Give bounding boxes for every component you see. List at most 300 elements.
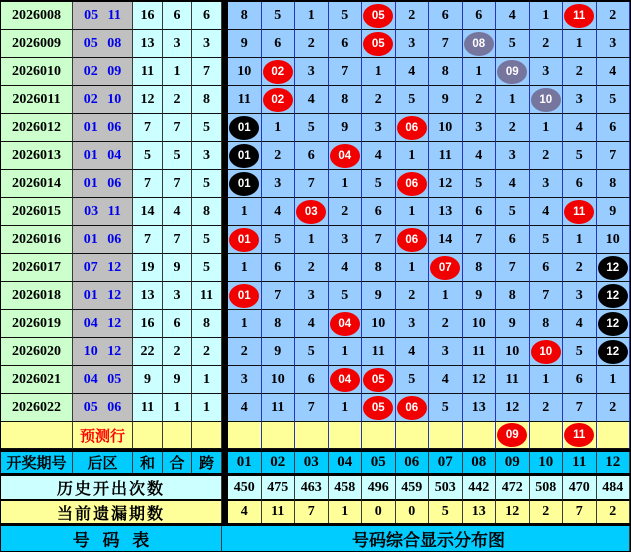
omission-cell-01 xyxy=(228,282,262,310)
cell-value: 2 xyxy=(542,399,550,415)
current-miss-label: 当前遗漏期数 xyxy=(1,501,222,523)
period-cell xyxy=(1,254,73,282)
kua-cell xyxy=(192,282,222,310)
omission-cell-06 xyxy=(396,170,430,198)
omission-cell-09 xyxy=(496,226,530,254)
omission-cell-05 xyxy=(362,142,396,170)
cell-value: 1 xyxy=(542,119,550,135)
kua-value: 8 xyxy=(203,203,210,219)
col-header-he: 合 xyxy=(163,452,192,473)
kua-cell xyxy=(192,30,222,58)
omission-cell-10 xyxy=(530,142,564,170)
back-area-numbers: 01 04 xyxy=(83,147,122,163)
omission-cell-12 xyxy=(597,30,631,58)
sum-value: 13 xyxy=(140,35,155,51)
cell-value: 5 xyxy=(374,175,382,191)
omission-cell-02 xyxy=(262,170,296,198)
cell-value: 11 xyxy=(271,399,285,415)
cell-value: 8 xyxy=(374,259,382,275)
omission-cell-09 xyxy=(496,366,530,394)
sum-value: 14 xyxy=(140,203,155,219)
cell-value: 3 xyxy=(307,63,315,79)
prediction-cell-05 xyxy=(362,422,396,449)
omission-cell-07 xyxy=(429,2,463,30)
draw-rows-section xyxy=(1,2,630,422)
cell-value: 6 xyxy=(575,175,583,191)
kua-cell xyxy=(192,310,222,338)
back-area-cell xyxy=(73,86,133,114)
prediction-period-cell xyxy=(1,422,73,449)
cell-value: 7 xyxy=(542,287,550,303)
sum-cell xyxy=(133,366,163,394)
cell-value: 11 xyxy=(505,371,519,387)
history-count-value: 496 xyxy=(362,476,396,501)
omission-cell-06 xyxy=(396,198,430,226)
back-area-numbers: 01 06 xyxy=(83,119,122,135)
omission-cell-01 xyxy=(228,2,262,30)
back-area-numbers: 02 09 xyxy=(83,63,122,79)
cell-value: 5 xyxy=(341,287,349,303)
cell-value: 5 xyxy=(542,231,550,247)
cell-value: 4 xyxy=(307,315,315,331)
table-row xyxy=(1,2,630,30)
cell-value: 1 xyxy=(341,399,349,415)
back-area-numbers: 05 06 xyxy=(83,399,122,415)
period-cell xyxy=(1,170,73,198)
cell-value: 7 xyxy=(307,399,315,415)
omission-cell-08 xyxy=(463,254,497,282)
cell-value: 5 xyxy=(508,35,516,51)
cell-value: 9 xyxy=(274,343,282,359)
omission-cell-08 xyxy=(463,338,497,366)
kua-cell xyxy=(192,170,222,198)
omission-cell-11 xyxy=(563,226,597,254)
cell-value: 05 xyxy=(363,396,393,420)
cell-value: 02 xyxy=(263,88,293,112)
table-row xyxy=(1,198,630,226)
prediction-sum-cell xyxy=(133,422,163,449)
omission-cell-03 xyxy=(295,338,329,366)
sum-value: 22 xyxy=(140,343,155,359)
kua-cell xyxy=(192,2,222,30)
kua-value: 5 xyxy=(203,175,210,191)
prediction-he-cell xyxy=(163,422,192,449)
sum-cell xyxy=(133,170,163,198)
omission-cell-12 xyxy=(597,2,631,30)
cell-value: 6 xyxy=(441,7,449,23)
cell-value: 2 xyxy=(441,315,449,331)
omission-cell-09 xyxy=(496,114,530,142)
omission-cell-12 xyxy=(597,58,631,86)
col-header-period: 开奖期号 xyxy=(1,452,73,473)
omission-cell-06 xyxy=(396,226,430,254)
omission-cell-04 xyxy=(329,254,363,282)
sum-value: 7 xyxy=(144,175,151,191)
table-row xyxy=(1,338,630,366)
cell-value: 7 xyxy=(374,231,382,247)
number-col-header: 04 xyxy=(329,452,363,473)
omission-cell-02 xyxy=(262,2,296,30)
table-row xyxy=(1,254,630,282)
he-cell xyxy=(163,170,192,198)
cell-value: 4 xyxy=(609,63,617,79)
cell-value: 3 xyxy=(609,35,617,51)
omission-cell-09 xyxy=(496,254,530,282)
cell-value: 4 xyxy=(508,175,516,191)
prediction-cell-06 xyxy=(396,422,430,449)
cell-value: 01 xyxy=(229,172,259,196)
history-count-value: 503 xyxy=(429,476,463,501)
omission-cell-04 xyxy=(329,282,363,310)
history-count-row xyxy=(1,476,630,501)
table-row xyxy=(1,310,630,338)
cell-value: 11 xyxy=(438,147,452,163)
chart-title: 号码综合显示分布图 xyxy=(228,526,630,551)
prediction-cell-08 xyxy=(463,422,497,449)
kua-value: 2 xyxy=(203,343,210,359)
kua-value: 8 xyxy=(203,91,210,107)
back-area-cell xyxy=(73,114,133,142)
cell-value: 7 xyxy=(575,399,583,415)
omission-cell-01 xyxy=(228,254,262,282)
cell-value: 5 xyxy=(341,7,349,23)
history-count-value: 458 xyxy=(329,476,363,501)
omission-cell-07 xyxy=(429,30,463,58)
cell-value: 01 xyxy=(229,144,259,168)
history-count-value: 472 xyxy=(496,476,530,501)
period-cell xyxy=(1,142,73,170)
he-cell xyxy=(163,2,192,30)
cell-value: 5 xyxy=(575,147,583,163)
omission-cell-06 xyxy=(396,310,430,338)
kua-cell xyxy=(192,198,222,226)
history-count-value: 450 xyxy=(228,476,262,501)
cell-value: 10 xyxy=(471,315,486,331)
omission-cell-05 xyxy=(362,2,396,30)
cell-value: 4 xyxy=(575,119,583,135)
omission-cell-09 xyxy=(496,142,530,170)
period-text: 2026019 xyxy=(12,315,61,331)
current-miss-value: 7 xyxy=(563,501,597,523)
cell-value: 6 xyxy=(274,259,282,275)
kua-value: 5 xyxy=(203,231,210,247)
omission-cell-05 xyxy=(362,366,396,394)
back-area-numbers: 01 06 xyxy=(83,175,122,191)
cell-value: 7 xyxy=(441,35,449,51)
omission-cell-10 xyxy=(530,114,564,142)
omission-cell-04 xyxy=(329,142,363,170)
omission-cell-03 xyxy=(295,226,329,254)
cell-value: 11 xyxy=(472,343,486,359)
cell-value: 9 xyxy=(609,203,617,219)
omission-cell-03 xyxy=(295,30,329,58)
omission-cell-08 xyxy=(463,310,497,338)
prediction-row xyxy=(1,422,630,449)
omission-cell-10 xyxy=(530,170,564,198)
he-value: 7 xyxy=(173,119,181,135)
table-row xyxy=(1,86,630,114)
cell-value: 11 xyxy=(371,343,385,359)
cell-value: 3 xyxy=(408,35,416,51)
cell-value: 6 xyxy=(274,35,282,51)
cell-value: 5 xyxy=(575,343,583,359)
cell-value: 7 xyxy=(508,259,516,275)
number-col-header: 10 xyxy=(530,452,564,473)
sum-cell xyxy=(133,198,163,226)
omission-cell-05 xyxy=(362,310,396,338)
cell-value: 7 xyxy=(341,63,349,79)
cell-value: 9 xyxy=(374,287,382,303)
omission-cell-02 xyxy=(262,338,296,366)
kua-cell xyxy=(192,338,222,366)
omission-cell-01 xyxy=(228,58,262,86)
omission-cell-12 xyxy=(597,86,631,114)
number-col-header: 11 xyxy=(563,452,597,473)
omission-cell-05 xyxy=(362,30,396,58)
current-miss-value: 13 xyxy=(463,501,497,523)
prediction-cell-11 xyxy=(563,422,597,449)
cell-value: 01 xyxy=(229,284,259,308)
omission-cell-12 xyxy=(597,310,631,338)
omission-cell-11 xyxy=(563,198,597,226)
cell-value: 3 xyxy=(575,287,583,303)
omission-cell-06 xyxy=(396,30,430,58)
sum-cell xyxy=(133,30,163,58)
period-cell xyxy=(1,310,73,338)
cell-value: 10 xyxy=(505,343,520,359)
cell-value: 6 xyxy=(341,35,349,51)
omission-cell-09 xyxy=(496,394,530,422)
table-row xyxy=(1,366,630,394)
cell-value: 2 xyxy=(307,259,315,275)
col-header-sum: 和 xyxy=(133,452,163,473)
omission-cell-02 xyxy=(262,58,296,86)
omission-cell-03 xyxy=(295,2,329,30)
omission-cell-01 xyxy=(228,170,262,198)
he-cell xyxy=(163,198,192,226)
omission-cell-11 xyxy=(563,394,597,422)
sum-cell xyxy=(133,58,163,86)
sum-value: 11 xyxy=(140,63,155,79)
omission-cell-11 xyxy=(563,142,597,170)
he-cell xyxy=(163,310,192,338)
cell-value: 5 xyxy=(408,371,416,387)
omission-cell-03 xyxy=(295,114,329,142)
omission-cell-06 xyxy=(396,2,430,30)
cell-value: 08 xyxy=(464,32,494,56)
he-cell xyxy=(163,86,192,114)
omission-cell-05 xyxy=(362,198,396,226)
sum-value: 7 xyxy=(144,119,151,135)
history-count-value: 484 xyxy=(597,476,631,501)
omission-cell-02 xyxy=(262,282,296,310)
omission-cell-11 xyxy=(563,310,597,338)
period-text: 2026015 xyxy=(12,203,61,219)
omission-cell-03 xyxy=(295,366,329,394)
sum-value: 19 xyxy=(140,259,155,275)
omission-cell-10 xyxy=(530,198,564,226)
omission-cell-06 xyxy=(396,338,430,366)
back-area-cell xyxy=(73,198,133,226)
omission-cell-10 xyxy=(530,366,564,394)
number-table-label: 号 码 表 xyxy=(1,526,222,551)
omission-cell-06 xyxy=(396,142,430,170)
omission-cell-04 xyxy=(329,338,363,366)
cell-value: 10 xyxy=(237,63,252,79)
omission-cell-09 xyxy=(496,310,530,338)
col-header-kua: 跨 xyxy=(192,452,222,473)
cell-value: 6 xyxy=(575,371,583,387)
cell-value: 3 xyxy=(508,147,516,163)
cell-value: 5 xyxy=(274,7,282,23)
cell-value: 12 xyxy=(598,312,628,336)
cell-value: 1 xyxy=(609,371,617,387)
sum-value: 7 xyxy=(144,231,151,247)
cell-value: 06 xyxy=(397,172,427,196)
omission-cell-02 xyxy=(262,310,296,338)
back-area-numbers: 10 12 xyxy=(83,343,122,359)
omission-cell-07 xyxy=(429,254,463,282)
omission-cell-05 xyxy=(362,254,396,282)
back-area-cell xyxy=(73,58,133,86)
he-value: 9 xyxy=(173,259,181,275)
omission-cell-02 xyxy=(262,86,296,114)
footer-row xyxy=(1,526,630,551)
number-col-header: 07 xyxy=(429,452,463,473)
cell-value: 2 xyxy=(575,63,583,79)
cell-value: 13 xyxy=(438,203,453,219)
number-col-header: 09 xyxy=(496,452,530,473)
cell-value: 11 xyxy=(564,200,594,224)
cell-value: 4 xyxy=(341,259,349,275)
cell-value: 06 xyxy=(397,228,427,252)
omission-cell-06 xyxy=(396,282,430,310)
sum-value: 16 xyxy=(140,315,155,331)
sum-value: 5 xyxy=(144,147,151,163)
omission-cell-05 xyxy=(362,86,396,114)
cell-value: 12 xyxy=(598,256,628,280)
cell-value: 2 xyxy=(240,343,248,359)
back-area-numbers: 04 12 xyxy=(83,315,122,331)
omission-cell-08 xyxy=(463,198,497,226)
he-value: 3 xyxy=(173,287,181,303)
cell-value: 1 xyxy=(441,287,449,303)
omission-cell-03 xyxy=(295,170,329,198)
cell-value: 9 xyxy=(441,91,449,107)
period-cell xyxy=(1,394,73,422)
prediction-cell-04 xyxy=(329,422,363,449)
table-row xyxy=(1,282,630,310)
back-area-numbers: 05 11 xyxy=(84,7,121,23)
omission-cell-04 xyxy=(329,30,363,58)
omission-cell-06 xyxy=(396,254,430,282)
cell-value: 8 xyxy=(341,91,349,107)
back-area-numbers: 07 12 xyxy=(83,259,122,275)
sum-cell xyxy=(133,282,163,310)
omission-cell-02 xyxy=(262,114,296,142)
back-area-cell xyxy=(73,142,133,170)
period-cell xyxy=(1,226,73,254)
cell-value: 1 xyxy=(575,35,583,51)
back-area-numbers: 01 06 xyxy=(83,231,122,247)
cell-value: 6 xyxy=(307,371,315,387)
back-area-cell xyxy=(73,170,133,198)
he-value: 6 xyxy=(173,315,181,331)
cell-value: 2 xyxy=(508,119,516,135)
back-area-numbers: 04 05 xyxy=(83,371,122,387)
period-text: 2026018 xyxy=(12,287,61,303)
cell-value: 5 xyxy=(408,91,416,107)
cell-value: 4 xyxy=(274,203,282,219)
cell-value: 5 xyxy=(475,175,483,191)
cell-value: 01 xyxy=(229,228,259,252)
back-area-numbers: 02 10 xyxy=(83,91,122,107)
cell-value: 8 xyxy=(441,63,449,79)
sum-cell xyxy=(133,114,163,142)
he-cell xyxy=(163,58,192,86)
current-miss-value: 1 xyxy=(329,501,363,523)
cell-value: 12 xyxy=(598,340,628,364)
omission-cell-08 xyxy=(463,114,497,142)
omission-cell-12 xyxy=(597,254,631,282)
cell-value: 1 xyxy=(240,315,248,331)
back-area-cell xyxy=(73,226,133,254)
omission-cell-10 xyxy=(530,338,564,366)
cell-value: 2 xyxy=(542,35,550,51)
sum-value: 16 xyxy=(140,7,155,23)
omission-cell-07 xyxy=(429,310,463,338)
omission-cell-12 xyxy=(597,114,631,142)
omission-cell-03 xyxy=(295,394,329,422)
omission-cell-07 xyxy=(429,86,463,114)
omission-cell-10 xyxy=(530,254,564,282)
table-row xyxy=(1,142,630,170)
cell-value: 4 xyxy=(441,371,449,387)
omission-cell-12 xyxy=(597,170,631,198)
cell-value: 1 xyxy=(408,203,416,219)
header-row xyxy=(1,449,630,476)
cell-value: 2 xyxy=(542,147,550,163)
omission-cell-05 xyxy=(362,394,396,422)
cell-value: 8 xyxy=(240,7,248,23)
kua-value: 1 xyxy=(203,371,210,387)
cell-value: 1 xyxy=(240,259,248,275)
cell-value: 4 xyxy=(575,315,583,331)
period-text: 2026014 xyxy=(12,175,61,191)
back-area-cell xyxy=(73,30,133,58)
sum-cell xyxy=(133,394,163,422)
cell-value: 2 xyxy=(475,91,483,107)
omission-cell-06 xyxy=(396,394,430,422)
sum-cell xyxy=(133,338,163,366)
omission-cell-08 xyxy=(463,170,497,198)
back-area-numbers: 03 11 xyxy=(84,203,121,219)
cell-value: 6 xyxy=(508,231,516,247)
period-text: 2026012 xyxy=(12,119,61,135)
cell-value: 1 xyxy=(240,203,248,219)
omission-cell-01 xyxy=(228,30,262,58)
omission-cell-05 xyxy=(362,226,396,254)
cell-value: 6 xyxy=(475,203,483,219)
sum-value: 12 xyxy=(140,91,155,107)
omission-cell-10 xyxy=(530,310,564,338)
table-row xyxy=(1,30,630,58)
he-cell xyxy=(163,282,192,310)
period-cell xyxy=(1,58,73,86)
omission-cell-09 xyxy=(496,86,530,114)
kua-value: 7 xyxy=(203,63,210,79)
cell-value: 2 xyxy=(408,7,416,23)
